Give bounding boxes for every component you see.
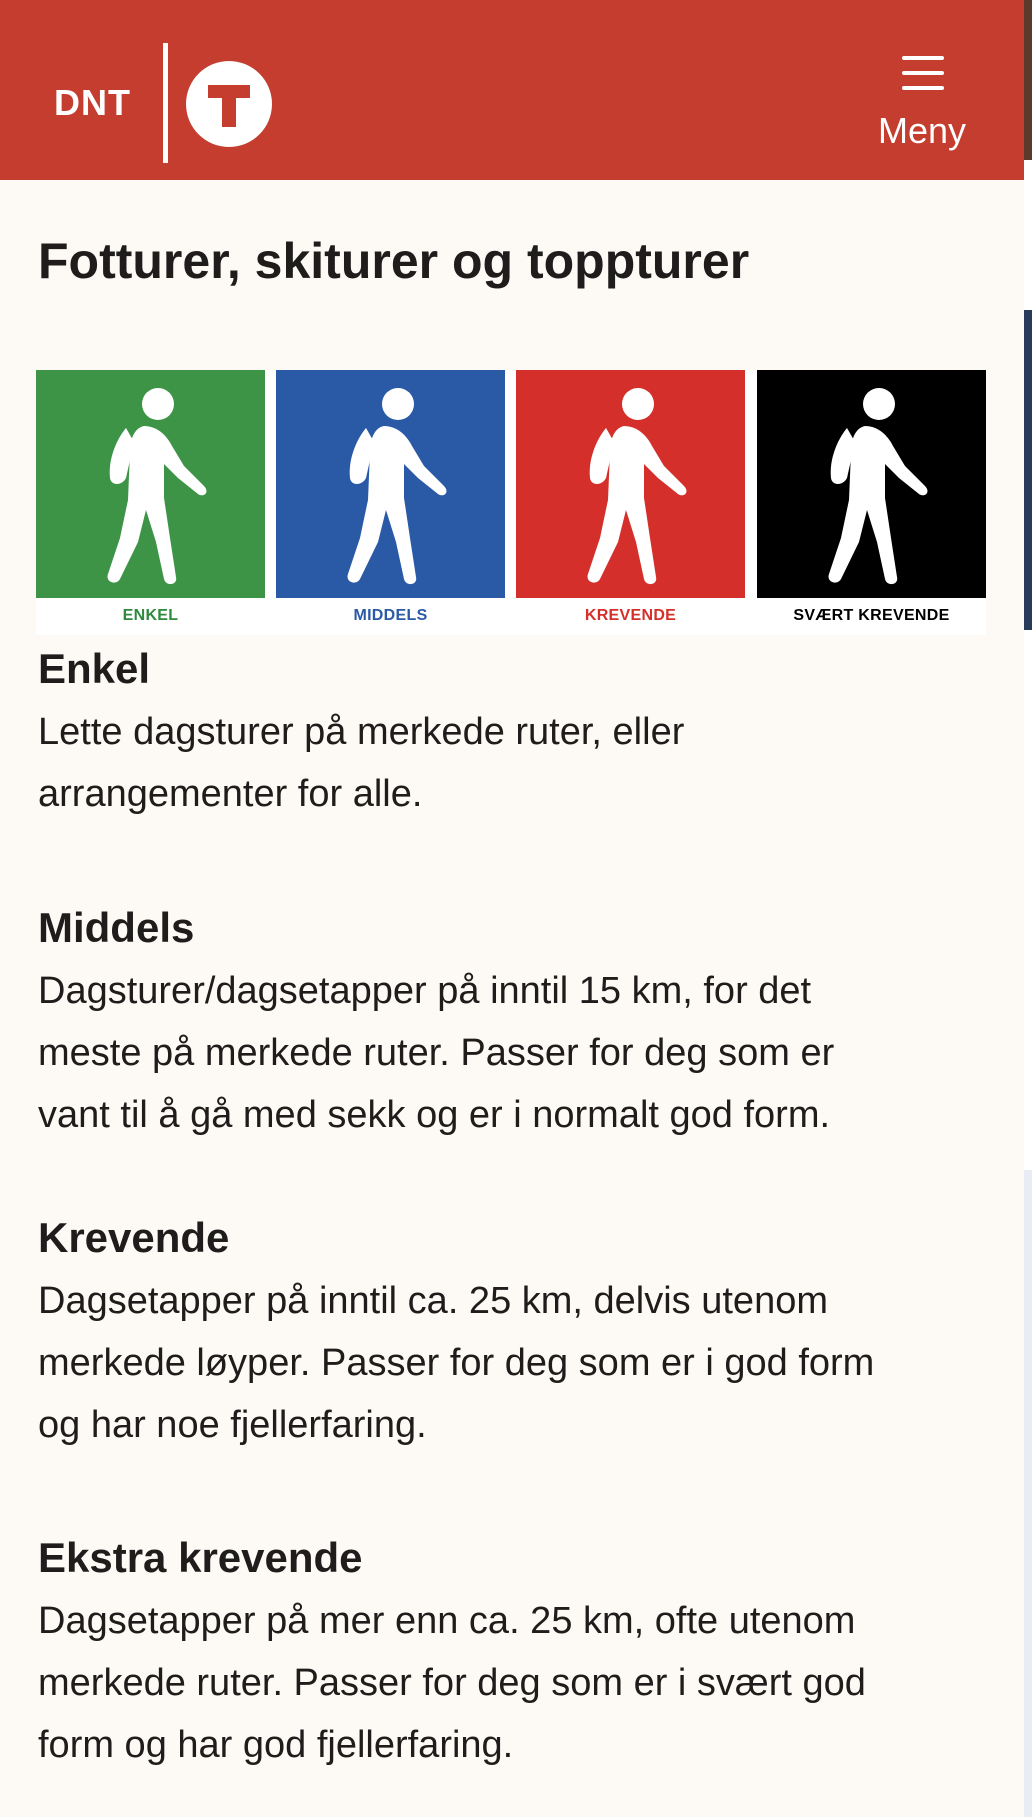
hiker-icon [516,370,745,598]
difficulty-label-svaert-krevende: SVÆRT KREVENDE [793,607,950,624]
page-title: Fotturer, skiturer og toppturer [38,233,750,289]
level-middels [38,902,978,1146]
level-krevende [38,1212,978,1456]
level-heading: Krevende [38,1214,230,1261]
description-line: arrangementer for alle. [38,773,423,815]
level-description [38,960,978,1146]
menu-label: Meny [877,110,967,151]
level-description [38,1270,978,1456]
adjacent-app-edge [1024,0,1032,1817]
description-line: merkede løyper. Passer for deg som er i god form [38,1342,875,1384]
difficulty-tile-krevende [516,370,745,635]
description-line: Dagsetapper på inntil ca. 25 km, delvis utenom [38,1280,828,1322]
hiker-icon [36,370,265,598]
difficulty-tile-middels [276,370,505,635]
description-line: form og har god fjellerfaring. [38,1724,514,1766]
hiker-icon [757,370,986,598]
difficulty-label-middels: MIDDELS [353,607,428,624]
level-heading: Middels [38,904,195,951]
hamburger-icon [902,56,944,90]
difficulty-tile-svaert-krevende [757,370,986,635]
level-ekstra-krevende [38,1532,978,1776]
description-line: merkede ruter. Passer for deg som er i svært god [38,1662,866,1704]
difficulty-label-krevende: KREVENDE [584,607,677,624]
difficulty-grading-banner [36,370,986,635]
hiker-icon [276,370,505,598]
level-description [38,1590,978,1776]
level-description [38,701,978,825]
dnt-logo-text[interactable]: DNT [54,82,131,123]
level-heading: Enkel [38,645,151,692]
difficulty-label-enkel: ENKEL [122,607,179,624]
description-line: Dagsturer/dagsetapper på inntil 15 km, for det [38,970,812,1012]
description-line: Lette dagsturer på merkede ruter, eller [38,711,685,753]
level-heading: Ekstra krevende [38,1534,363,1581]
level-enkel [38,643,978,825]
description-line: vant til å gå med sekk og er i normalt god form. [38,1094,831,1136]
description-line: Dagsetapper på mer enn ca. 25 km, ofte utenom [38,1600,856,1642]
description-line: meste på merkede ruter. Passer for deg som er [38,1032,835,1074]
dnt-t-logo-icon[interactable] [186,61,272,147]
menu-button[interactable] [862,52,982,152]
description-line: og har noe fjellerfaring. [38,1404,427,1446]
logo-divider [163,43,168,163]
difficulty-tile-enkel [36,370,265,635]
site-header [0,0,1024,180]
